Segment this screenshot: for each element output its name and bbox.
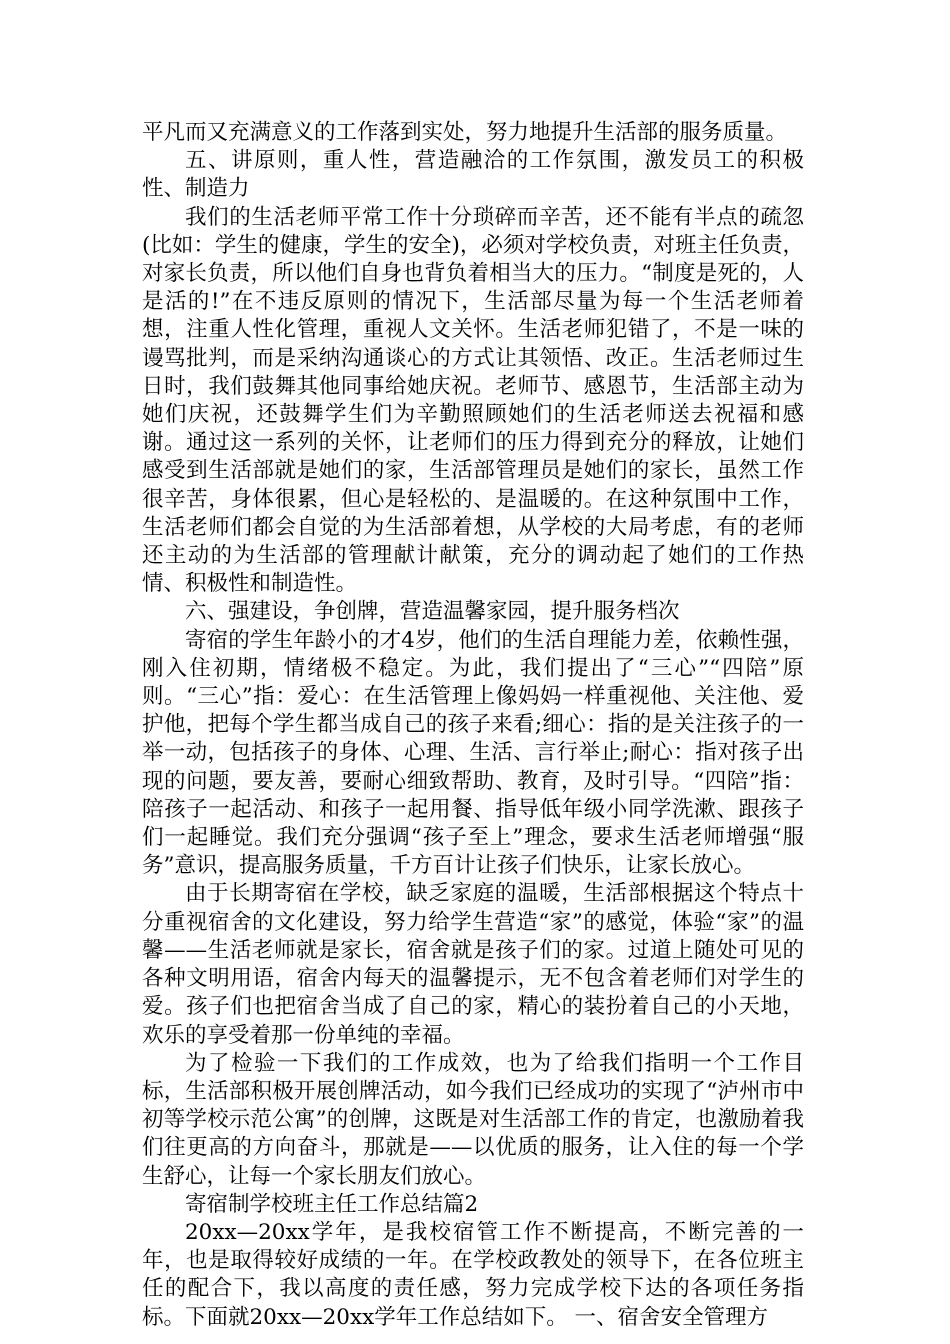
document-body [142, 119, 804, 1332]
paragraph-continuation: 平凡而又充满意义的工作落到实处，努力地提升生活部的服务质量。 [142, 120, 788, 145]
paragraph-year-summary: 20xx—20xx学年，是我校宿管工作不断提高，不断完善的一年，也是取得较好成绩的一年。在学校政教处的领导下，在各位班主任的配合下，我以高度的责任感，努力完成学校下达的各项任务指标。下面就20xx—20xx学年工作总结如下。 一、宿舍安全管理方 [142, 1219, 804, 1330]
article-title-part-two: 寄宿制学校班主任工作总结篇2 [185, 1191, 479, 1217]
paragraph-brand-building: 为了检验一下我们的工作成效，也为了给我们指明一个工作目标，生活部积极开展创牌活动，如今我们已经成功的实现了“泸州市中初等学校示范公寓”的创牌，这既是对生活部工作的肯定，也激励着我们往更高的方向奋斗，那就是——以优质的服务，让入住的每一个学生舒心，让每一个家长朋友们放心。 [142, 1050, 804, 1189]
paragraph-dorm-culture: 由于长期寄宿在学校，缺乏家庭的温暖，生活部根据这个特点十分重视宿舍的文化建设，努力给学生营造“家”的感觉，体验“家”的温馨——生活老师就是家长，宿舍就是孩子们的家。过道上随处可见的各种文明用语，宿舍内每天的温馨提示，无不包含着老师们对学生的爱。孩子们也把宿舍当成了自己的家，精心的装扮着自己的小天地，欢乐的享受着那一份单纯的幸福。 [142, 881, 804, 1048]
paragraph-three-hearts: 寄宿的学生年龄小的才4岁，他们的生活自理能力差，依赖性强，刚入住初期，情绪极不稳定。为此，我们提出了“三心”“四陪”原则。“三心”指：爱心：在生活管理上像妈妈一样重视他、关注他、爱护他，把每个学生都当成自己的孩子来看;细心：指的是关注孩子的一举一动，包括孩子的身体、心理、生活、言行举止;耐心：指对孩子出现的问题，要友善，要耐心细致帮助、教育，及时引导。“四陪”指：陪孩子一起活动、和孩子一起用餐、指导低年级小同学洗漱、跟孩子们一起睡觉。我们充分强调“孩子至上”理念，要求生活老师增强“服务”意识，提高服务质量，千方百计让孩子们快乐，让家长放心。 [142, 627, 804, 879]
section-heading-five: 五、讲原则，重人性，营造融洽的工作氛围，激发员工的积极性、制造力 [142, 148, 804, 202]
paragraph-teacher-care: 我们的生活老师平常工作十分琐碎而辛苦，还不能有半点的疏忽(比如：学生的健康，学生的安全)，必须对学校负责，对班主任负责，对家长负责，所以他们自身也背负着相当大的压力。“制度是死的，人是活的!”在不违反原则的情况下，生活部尽量为每一个生活老师着想，注重人性化管理，重视人文关怀。生活老师犯错了，不是一味的谩骂批判，而是采纳沟通谈心的方式让其领悟、改正。生活老师过生日时，我们鼓舞其他同事给她庆祝。老师节、感恩节，生活部主动为她们庆祝，还鼓舞学生们为辛勤照顾她们的生活老师送去祝福和感谢。通过这一系列的关怀，让老师们的压力得到充分的释放，让她们感受到生活部就是她们的家，生活部管理员是她们的家长，虽然工作很辛苦，身体很累，但心是轻松的、是温暖的。在这种氛围中工作，生活老师们都会自觉的为生活部着想，从学校的大局考虑，有的老师还主动的为生活部的管理献计献策，充分的调动起了她们的工作热情、积极性和制造性。 [142, 204, 804, 597]
section-heading-six: 六、强建设，争创牌，营造温馨家园，提升服务档次 [185, 599, 680, 625]
